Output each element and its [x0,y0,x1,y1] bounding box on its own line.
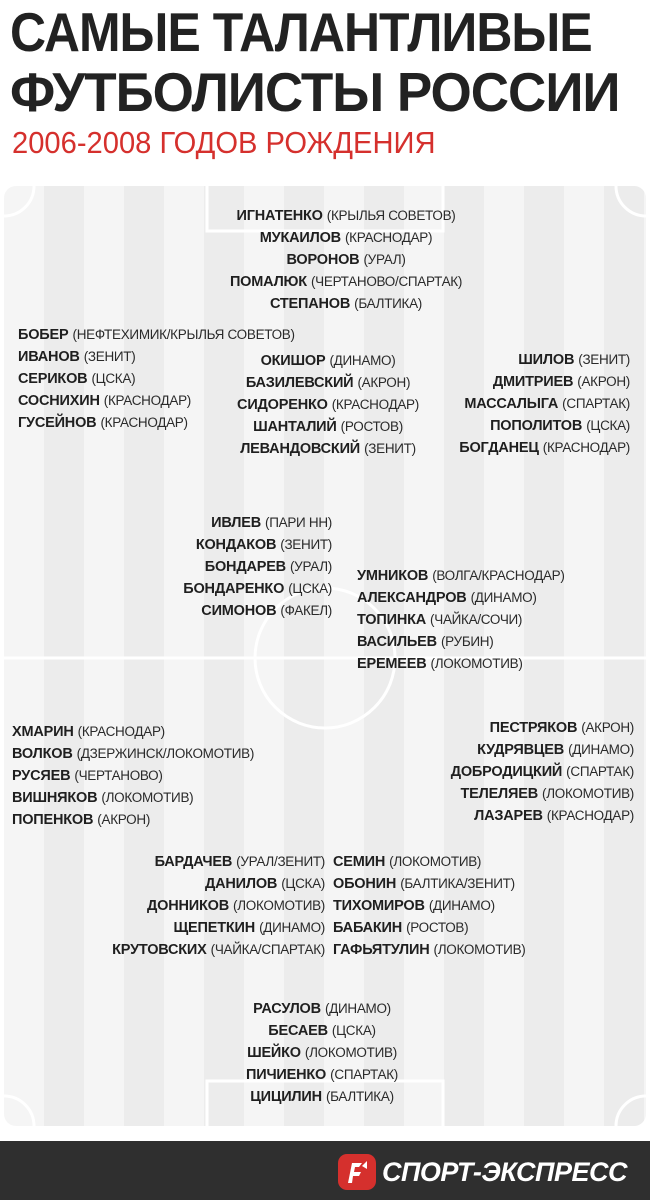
player-row [12,743,254,765]
player-row [183,600,332,622]
group-mid-left [183,512,332,622]
corner-arc-bottom-right [616,1096,646,1126]
player-club: (АКРОН) [577,374,630,389]
player-row [459,349,630,371]
player-club: (СПАРТАК) [562,396,630,411]
player-club: (ЛОКОМОТИВ) [304,1045,397,1060]
player-club: (ДИНАМО) [329,353,396,368]
player-row [451,805,634,827]
player-club: (РУБИН) [440,634,494,649]
player-club: (СПАРТАК) [330,1067,398,1082]
page-title-line-2: ФУТБОЛИСТЫ РОССИИ [10,62,620,124]
player-club: (ЛОКОМОТИВ) [430,656,523,671]
player-name: ВОРОНОВ [286,252,360,268]
corner-arc-top-right [616,186,646,216]
player-name: БАЗИЛЕВСКИЙ [245,375,354,391]
player-club: (ЦСКА) [288,581,332,596]
player-name: ДОБРОДИЦКИЙ [450,764,563,780]
player-club: (УРАЛ) [289,559,332,574]
player-club: (АКРОН) [581,720,634,735]
player-name: СИДОРЕНКО [237,397,328,413]
player-row [196,227,496,249]
player-club: (КРАСНОДАР) [546,808,634,823]
player-name: ДОННИКОВ [147,898,229,914]
page-title-line-1: САМЫЕ ТАЛАНТЛИВЫЕ [10,2,592,64]
player-row [12,721,254,743]
player-name: ШАНТАЛИЙ [253,419,337,435]
player-row [178,394,478,416]
player-name: СОСНИХИН [18,393,100,409]
header [0,0,650,182]
player-name: ТЕЛЕЛЯЕВ [460,786,538,802]
player-name: БОНДАРЕНКО [183,581,285,597]
player-club: (ЦСКА) [586,418,630,433]
group-back-left [112,851,325,961]
player-name: КОНДАКОВ [195,537,277,553]
player-club: (КРАСНОДАР) [331,397,419,412]
player-club: (ДЗЕРЖИНСК/ЛОКОМОТИВ) [76,746,255,761]
player-club: (УРАЛ) [363,252,406,267]
player-row [357,587,565,609]
player-row [183,578,332,600]
player-name: БОГДАНЕЦ [459,440,539,456]
player-club: (КРАСНОДАР) [344,230,433,245]
player-club: (ЦСКА) [281,876,325,891]
player-club: (ЗЕНИТ) [364,441,416,456]
player-row [112,851,325,873]
player-row [451,717,634,739]
player-club: (БАЛТИКА/ЗЕНИТ) [400,876,515,891]
player-row [357,631,565,653]
player-row [333,851,525,873]
player-row [357,565,565,587]
player-row [333,917,525,939]
player-name: СТЕПАНОВ [269,296,351,312]
player-name: ВОЛКОВ [12,746,73,762]
player-club: (ЧАЙКА/СПАРТАК) [210,942,325,957]
player-name: ИГНАТЕНКО [236,208,323,224]
player-name: ИВАНОВ [18,349,80,365]
player-row [196,293,496,315]
player-club: (РОСТОВ) [406,920,469,935]
player-row [12,787,254,809]
player-name: ПОПОЛИТОВ [490,418,583,434]
player-row [112,895,325,917]
player-row [451,739,634,761]
player-row [333,939,525,961]
player-row [183,534,332,556]
player-club: (КРАСНОДАР) [542,440,630,455]
player-row [183,512,332,534]
player-row [196,249,496,271]
player-name: АЛЕКСАНДРОВ [357,590,467,606]
player-name: ПЕСТРЯКОВ [489,720,578,736]
group-back-right [333,851,525,961]
group-lower-right [451,717,634,827]
player-name: БОНДАРЕВ [204,559,286,575]
player-row [172,1086,472,1108]
player-row [357,653,565,675]
player-club: (ЛОКОМОТИВ) [389,854,482,869]
player-club: (УРАЛ/ЗЕНИТ) [236,854,325,869]
player-name: ШЕЙКО [247,1045,301,1061]
player-name: БАБАКИН [333,920,403,936]
player-name: ПОПЕНКОВ [12,812,94,828]
player-row [196,271,496,293]
player-name: ЛЕВАНДОВСКИЙ [240,441,361,457]
player-name: МУКАИЛОВ [259,230,341,246]
player-row [112,873,325,895]
player-name: ОБОНИН [333,876,397,892]
player-club: (ДИНАМО) [428,898,495,913]
player-row [178,372,478,394]
player-name: ГУСЕЙНОВ [18,415,97,431]
player-row [12,809,254,831]
player-row [172,1042,472,1064]
player-row [459,393,630,415]
player-club: (ДИНАМО) [324,1001,391,1016]
player-club: (ДИНАМО) [470,590,537,605]
group-upper-right [459,349,630,459]
player-name: ТОПИНКА [357,612,427,628]
player-club: (БАЛТИКА) [325,1089,394,1104]
player-club: (АКРОН) [357,375,411,390]
player-club: (ЧЕРТАНОВО) [74,768,163,783]
player-name: ПИЧИЕНКО [246,1067,327,1083]
player-row [451,783,634,805]
player-row [451,761,634,783]
player-row [12,765,254,787]
player-name: СЕРИКОВ [18,371,88,387]
player-club: (ЦСКА) [91,371,136,386]
player-club: (ДИНАМО) [259,920,325,935]
player-row [112,917,325,939]
brand-name: СПОРТ-ЭКСПРЕСС [382,1157,627,1187]
player-name: ТИХОМИРОВ [333,898,425,914]
player-club: (КРЫЛЬЯ СОВЕТОВ) [326,208,456,223]
group-mid-right [357,565,565,675]
player-row [172,998,472,1020]
player-club: (БАЛТИКА) [354,296,423,311]
player-row [178,350,478,372]
group-upper-center [178,350,478,460]
player-club: (ЗЕНИТ) [578,352,630,367]
player-club: (ФАКЕЛ) [280,603,332,618]
player-club: (КРАСНОДАР) [103,393,191,408]
player-club: (РОСТОВ) [340,419,403,434]
group-goalkeepers [172,998,472,1108]
player-name: УМНИКОВ [357,568,429,584]
player-name: ПОМАЛЮК [229,274,307,290]
player-club: (ПАРИ НН) [265,515,332,530]
player-club: (АКРОН) [97,812,151,827]
player-name: СЕМИН [333,854,386,870]
player-row [178,416,478,438]
group-top-center [196,205,496,315]
player-name: КРУТОВСКИХ [112,942,207,958]
player-row [357,609,565,631]
player-club: (СПАРТАК) [566,764,634,779]
player-name: ДМИТРИЕВ [492,374,574,390]
player-club: (КРАСНОДАР) [100,415,188,430]
corner-arc-top-left [4,186,34,216]
player-name: ЩЕПЕТКИН [173,920,256,936]
player-name: КУДРЯВЦЕВ [477,742,565,758]
player-name: ОКИШОР [260,353,326,369]
player-row [333,895,525,917]
player-row [183,556,332,578]
player-name: ЦИЦИЛИН [250,1089,322,1105]
player-name: БОБЕР [18,327,69,343]
player-name: РАСУЛОВ [253,1001,321,1017]
player-name: ЕРЕМЕЕВ [357,656,427,672]
player-name: СИМОНОВ [201,603,277,619]
player-name: ШИЛОВ [518,352,575,368]
group-lower-left [12,721,254,831]
player-club: (ЗЕНИТ) [280,537,332,552]
player-club: (КРАСНОДАР) [77,724,165,739]
player-name: ДАНИЛОВ [204,876,278,892]
player-club: (ЛОКОМОТИВ) [542,786,634,801]
player-club: (ЗЕНИТ) [83,349,136,364]
player-club: (ЦСКА) [331,1023,376,1038]
player-name: ВАСИЛЬЕВ [357,634,437,650]
player-name: ИВЛЕВ [211,515,261,531]
player-club: (ДИНАМО) [568,742,634,757]
player-club: (ЛОКОМОТИВ) [433,942,526,957]
page-subtitle: 2006-2008 ГОДОВ РОЖДЕНИЯ [12,125,436,160]
player-row [112,939,325,961]
sport-express-logo-icon [336,1152,378,1192]
player-row [172,1064,472,1086]
player-name: ВИШНЯКОВ [12,790,98,806]
player-row [459,371,630,393]
player-row [172,1020,472,1042]
player-row [196,205,496,227]
player-name: РУСЯЕВ [12,768,71,784]
player-name: ХМАРИН [12,724,74,740]
player-name: БЕСАЕВ [268,1023,328,1039]
player-row [459,437,630,459]
player-name: БАРДАЧЕВ [154,854,233,870]
player-name: ЛАЗАРЕВ [474,808,543,824]
player-row [18,324,295,346]
player-club: (ЧЕРТАНОВО/СПАРТАК) [310,274,463,289]
player-row [459,415,630,437]
player-club: (ЛОКОМОТИВ) [233,898,325,913]
player-name: МАССАЛЫГА [464,396,559,412]
player-name: ГАФЬЯТУЛИН [333,942,430,958]
player-club: (НЕФТЕХИМИК/КРЫЛЬЯ СОВЕТОВ) [72,327,295,342]
player-club: (ЛОКОМОТИВ) [101,790,194,805]
player-club: (ВОЛГА/КРАСНОДАР) [432,568,565,583]
player-club: (ЧАЙКА/СОЧИ) [430,612,523,627]
player-row [178,438,478,460]
player-row [333,873,525,895]
corner-arc-bottom-left [4,1096,34,1126]
